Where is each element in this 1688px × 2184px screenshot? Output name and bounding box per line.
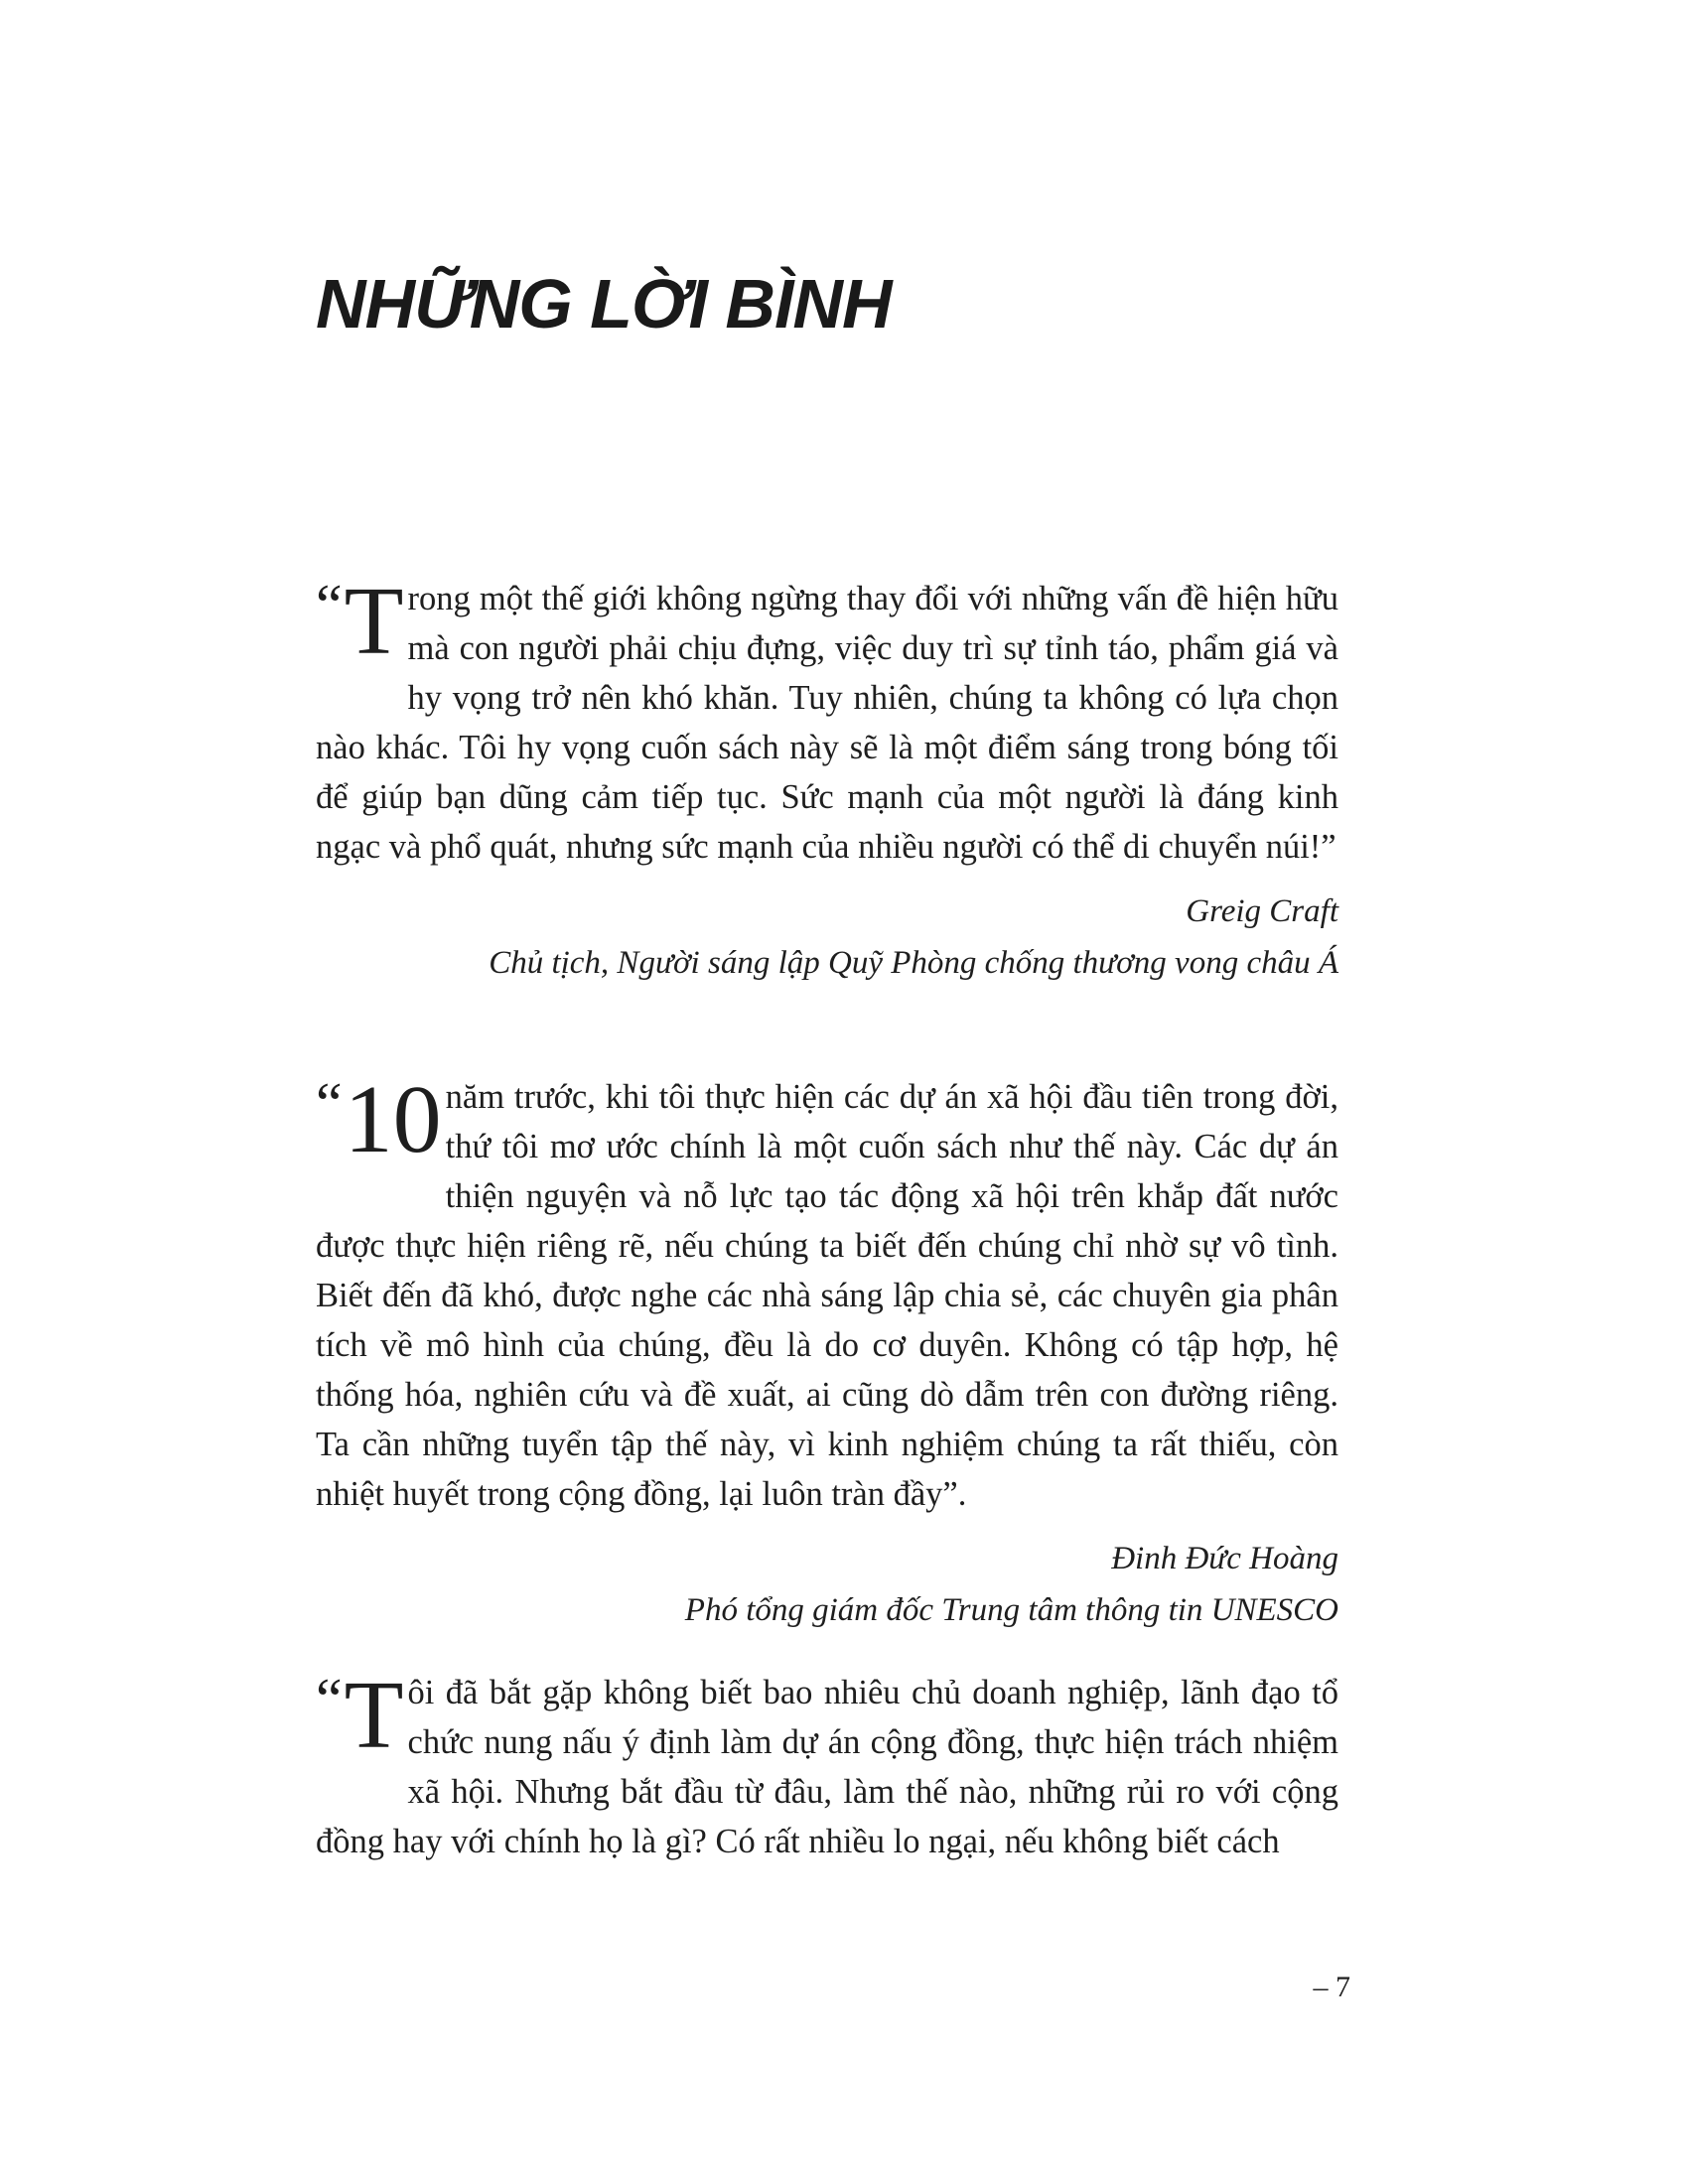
quote-2 [316, 1066, 1338, 1636]
quote-3-text [316, 1662, 1338, 1866]
quote-1-attribution [316, 886, 1338, 989]
quote-2-body: năm trước, khi tôi thực hiện các dự án xã hội đầu tiên trong đời, thứ tôi mơ ước chính là một cuốn sách như thế này. Các dự án thiện nguyện và nỗ lực tạo tác động xã hội trên khắp đất nước được thực hiện riêng rẽ, nếu chúng ta biết đến chúng chỉ nhờ sự vô tình. Biết đến đã khó, được nghe các nhà sáng lập chia sẻ, các chuyên gia phân tích về mô hình của chúng, đều là do cơ duyên. Không có tập hợp, hệ thống hóa, nghiên cứu và đề xuất, ai cũng dò dẫm trên con đường riêng. Ta cần những tuyển tập thế này, vì kinh nghiệm chúng ta rất thiếu, còn nhiệt huyết trong cộng đồng, lại luôn tràn đầy”. [316, 1078, 1338, 1513]
page-title: NHỮNG LỜI BÌNH [316, 265, 892, 342]
drop-cap: T [344, 1662, 404, 1769]
quote-3-drop [316, 1662, 404, 1769]
quote-1 [316, 568, 1338, 989]
quote-2-text [316, 1066, 1338, 1519]
open-quote-mark: “ [316, 1071, 343, 1137]
quote-3-body: ôi đã bắt gặp không biết bao nhiêu chủ doanh nghiệp, lãnh đạo tổ chức nung nấu ý định làm dự án cộng đồng, thực hiện trách nhiệm xã hội. Nhưng bắt đầu từ đâu, làm thế nào, những rủi ro với cộng đồng hay với chính họ là gì? Có rất nhiều lo ngại, nếu không biết cách [316, 1674, 1338, 1860]
page-number: – 7 [1313, 1971, 1350, 2003]
quote-1-body: rong một thế giới không ngừng thay đổi với những vấn đề hiện hữu mà con người phải chịu đựng, việc duy trì sự tỉnh táo, phẩm giá và hy vọng trở nên khó khăn. Tuy nhiên, chúng ta không có lựa chọn nào khác. Tôi hy vọng cuốn sách này sẽ là một điểm sáng trong bóng tối để giúp bạn dũng cảm tiếp tục. Sức mạnh của một người là đáng kinh ngạc và phổ quát, nhưng sức mạnh của nhiều người có thể di chuyển núi!” [316, 580, 1338, 866]
quote-2-role: Phó tổng giám đốc Trung tâm thông tin UNESCO [684, 1592, 1338, 1628]
open-quote-mark: “ [316, 573, 343, 638]
drop-cap: 10 [344, 1066, 442, 1173]
open-quote-mark: “ [316, 1667, 343, 1732]
quote-1-author: Greig Craft [1186, 893, 1338, 929]
quote-1-text [316, 568, 1338, 872]
quote-1-drop [316, 568, 404, 675]
quote-2-attribution [316, 1533, 1338, 1636]
quote-3 [316, 1662, 1338, 1866]
quote-2-author: Đinh Đức Hoàng [1111, 1541, 1338, 1576]
quote-1-role: Chủ tịch, Người sáng lập Quỹ Phòng chống thương vong châu Á [489, 945, 1338, 981]
drop-cap: T [344, 568, 404, 675]
quote-2-drop [316, 1066, 442, 1173]
